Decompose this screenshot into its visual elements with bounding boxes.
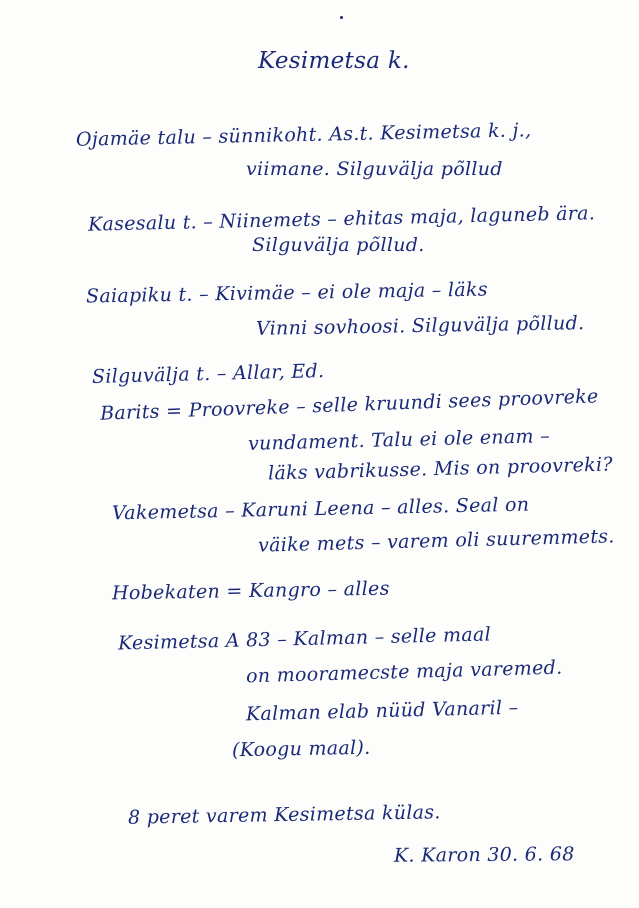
note-line: Kesimetsa A 83 – Kalman – selle maal — [117, 623, 492, 655]
note-line: Kalman elab nüüd Vanaril – — [245, 696, 519, 726]
note-line: 8 peret varem Kesimetsa külas. — [127, 801, 441, 829]
note-line: (Koogu maal). — [231, 736, 371, 762]
note-line: Vinni sovhoosi. Silguvälja põllud. — [255, 312, 585, 340]
note-line: väike mets – varem oli suuremmets. — [257, 525, 615, 557]
note-line: vundament. Talu ei ole enam – — [247, 425, 551, 455]
note-line: Barits = Proovreke – selle kruundi sees proovreke — [99, 385, 599, 425]
note-line: Silguvälja t. – Allar, Ed. — [91, 359, 325, 389]
ink-dot — [340, 16, 343, 19]
note-line: läks vabrikusse. Mis on proovreki? — [267, 453, 614, 485]
note-line: Hobekaten = Kangro – alles — [111, 577, 390, 605]
page-title: Kesimetsa k. — [258, 48, 410, 74]
note-line: Silguvälja põllud. — [252, 234, 425, 256]
note-line: Kasesalu t. – Niinemets – ehitas maja, laguneb ära. — [87, 202, 596, 236]
signature-date: K. Karon 30. 6. 68 — [393, 843, 575, 867]
note-line: on mooramecste maja varemed. — [245, 656, 563, 688]
note-line: Ojamäe talu – sünnikoht. As.t. Kesimetsa k. j., — [75, 119, 532, 151]
note-line: viimane. Silguvälja põllud — [246, 158, 503, 180]
note-line: Saiapiku t. – Kivimäe – ei ole maja – läks — [85, 278, 489, 308]
note-line: Vakemetsa – Karuni Leena – alles. Seal on — [111, 493, 530, 525]
